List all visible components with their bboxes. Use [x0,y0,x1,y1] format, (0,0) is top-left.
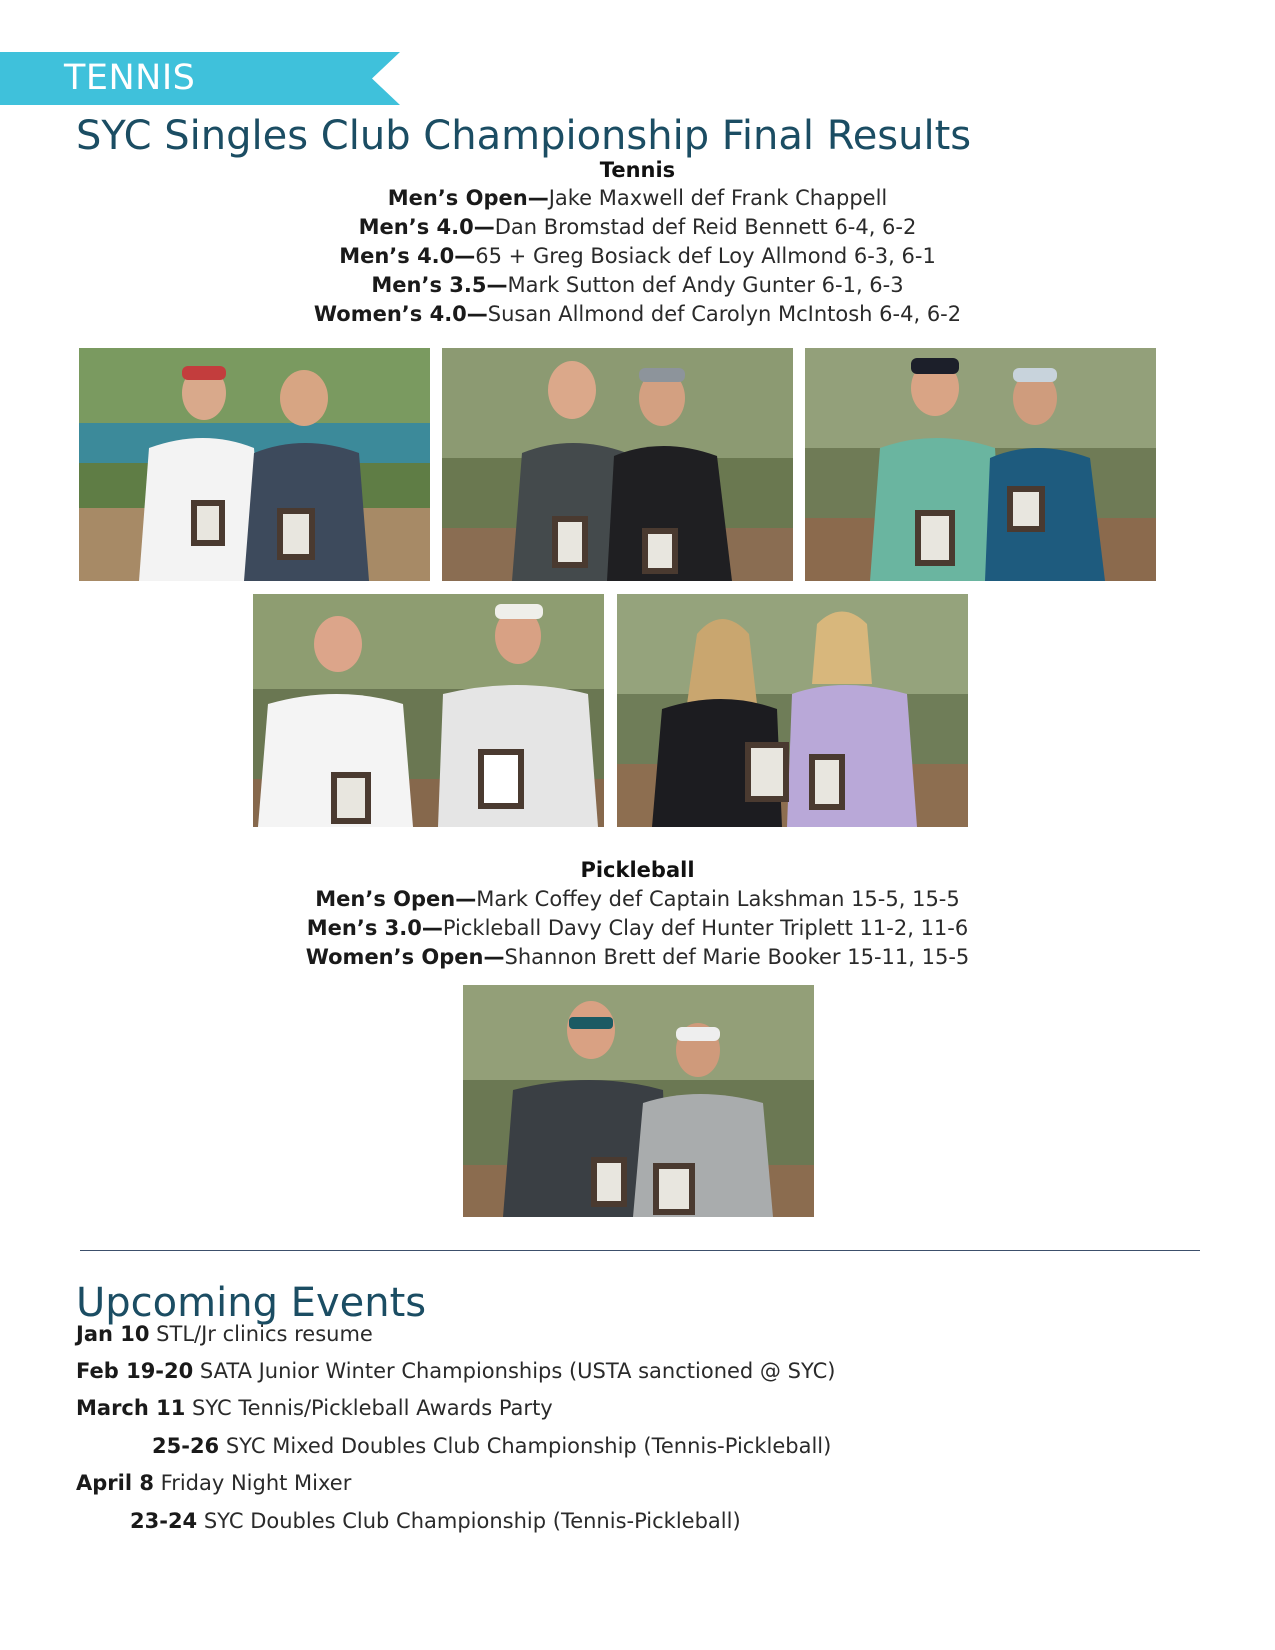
result-division: Men’s Open— [387,186,549,210]
result-line [0,300,1275,329]
tennis-results [0,184,1275,329]
event-text: Friday Night Mixer [153,1471,352,1495]
result-division: Men’s 4.0— [339,244,476,268]
event-text: SYC Doubles Club Championship (Tennis-Pickleball) [197,1509,741,1533]
result-text: Dan Bromstad def Reid Bennett 6-4, 6-2 [494,215,917,239]
event-item [130,1507,741,1535]
result-division: Women’s 4.0— [313,302,488,326]
result-text: Pickleball Davy Clay def Hunter Triplett 11-2, 11-6 [442,916,969,940]
result-text: Mark Coffey def Captain Lakshman 15-5, 15-5 [476,887,960,911]
result-division: Women’s Open— [305,945,505,969]
result-line [0,213,1275,242]
section-divider [80,1250,1200,1251]
event-item [76,1394,553,1422]
result-line [0,184,1275,213]
page-title: SYC Singles Club Championship Final Results [76,113,972,159]
result-text: Mark Sutton def Andy Gunter 6-1, 6-3 [507,273,904,297]
section-banner [0,52,400,105]
event-date: March 11 [76,1396,186,1420]
photo-mens-open-winners [79,348,430,581]
photo-mens-4-0-winners [442,348,793,581]
event-item [76,1469,351,1497]
result-line [0,242,1275,271]
event-text: SATA Junior Winter Championships (USTA sanctioned @ SYC) [193,1359,836,1383]
result-line [0,943,1275,972]
event-item [76,1357,835,1385]
result-text: Susan Allmond def Carolyn McIntosh 6-4, 6-2 [487,302,962,326]
pickleball-results [0,885,1275,972]
result-text: 65 + Greg Bosiack def Loy Allmond 6-3, 6-1 [475,244,936,268]
result-division: Men’s 3.0— [306,916,443,940]
result-text: Shannon Brett def Marie Booker 15-11, 15-5 [504,945,970,969]
result-text: Jake Maxwell def Frank Chappell [548,186,888,210]
photo-pickleball-winners [463,985,814,1217]
result-division: Men’s Open— [315,887,477,911]
photo-womens-4-0-winners [617,594,968,827]
events-heading: Upcoming Events [76,1280,427,1326]
photo-mens-3-5-winners [253,594,604,827]
pickleball-heading: Pickleball [580,858,695,882]
tennis-heading: Tennis [599,158,676,182]
event-text: SYC Mixed Doubles Club Championship (Tennis-Pickleball) [219,1434,832,1458]
event-date: 23-24 [130,1509,198,1533]
event-item [76,1320,373,1348]
section-banner-label: TENNIS [64,58,196,98]
event-item [152,1432,831,1460]
photo-mens-4-0-65-winners [805,348,1156,581]
result-line [0,271,1275,300]
result-line [0,914,1275,943]
result-line [0,885,1275,914]
result-division: Men’s 3.5— [371,273,508,297]
event-date: Jan 10 [76,1322,150,1346]
event-text: STL/Jr clinics resume [149,1322,373,1346]
event-date: Feb 19-20 [76,1359,194,1383]
event-date: April 8 [76,1471,154,1495]
event-date: 25-26 [152,1434,220,1458]
result-division: Men’s 4.0— [358,215,495,239]
event-text: SYC Tennis/Pickleball Awards Party [185,1396,553,1420]
